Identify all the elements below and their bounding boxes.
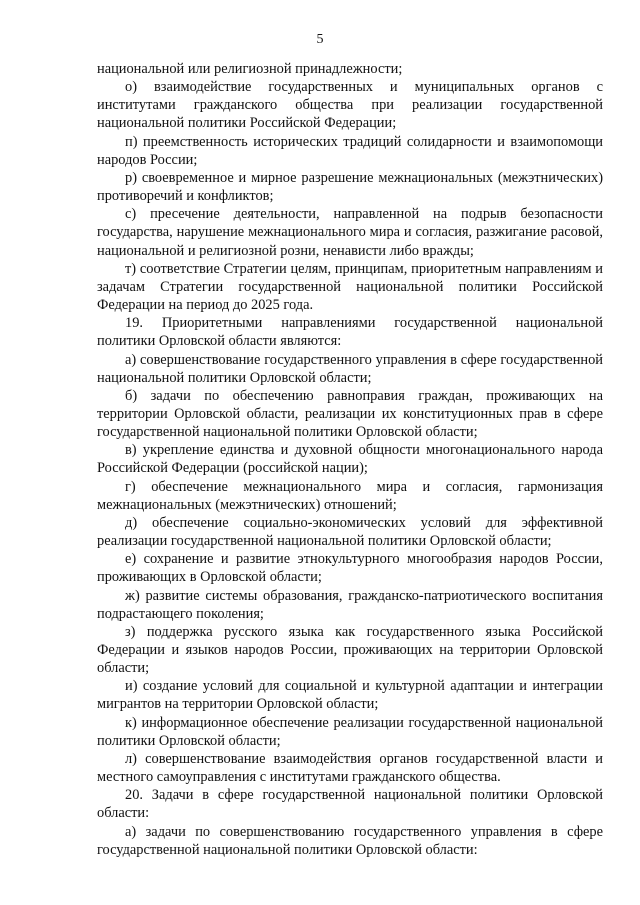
paragraph: а) задачи по совершенствованию государственного управления в сфере государственной национальной политики Орловской области: <box>97 823 603 858</box>
paragraph: в) укрепление единства и духовной общности многонационального народа Российской Федерации (российской нации); <box>97 442 603 477</box>
paragraph: ж) развитие системы образования, гражданско-патриотического воспитания подрастающего поколения; <box>97 587 603 622</box>
paragraph: л) совершенствование взаимодействия органов государственной власти и местного самоуправления с институтами гражданского общества. <box>97 750 603 786</box>
paragraph: е) сохранение и развитие этнокультурного многообразия народов России, проживающих в Орловской области; <box>97 551 603 586</box>
paragraph: т) соответствие Стратегии целям, принципам, приоритетным направлениям и задачам Стратегии государственной национальной политики Российской Федерации на период до 2025 года. <box>97 260 603 314</box>
paragraph: г) обеспечение межнационального мира и согласия, гармонизация межнациональных (межэтнических) отношений; <box>97 478 603 513</box>
paragraph: о) взаимодействие государственных и муниципальных органов с институтами гражданского общества при реализации государственной национальной политики Российской Федерации; <box>97 79 603 132</box>
paragraph: с) пресечение деятельности, направленной на подрыв безопасности государства, нарушение межнационального мира и согласия, разжигание расовой, национальной и религиозной розни, ненависти либо вражды; <box>97 206 603 259</box>
paragraph: б) задачи по обеспечению равноправия граждан, проживающих на территории Орловской области, реализации их конституционных прав в сфере государственной национальной политики Орловской области; <box>97 387 603 441</box>
paragraph: д) обеспечение социально-экономических условий для эффективной реализации государственной национальной политики Орловской области; <box>97 514 603 550</box>
paragraph: а) совершенствование государственного управления в сфере государственной национальной политики Орловской области; <box>97 351 603 386</box>
paragraph: к) информационное обеспечение реализации государственной национальной политики Орловской области; <box>97 714 603 749</box>
paragraph: 20. Задачи в сфере государственной национальной политики Орловской области: <box>97 787 603 822</box>
paragraph: и) создание условий для социальной и культурной адаптации и интеграции мигрантов на территории Орловской области; <box>97 678 603 713</box>
paragraph: р) своевременное и мирное разрешение межнациональных (межэтнических) противоречий и конфликтов; <box>97 169 603 205</box>
paragraph: 19. Приоритетными направлениями государственной национальной политики Орловской области являются: <box>97 315 603 350</box>
paragraph: п) преемственность исторических традиций солидарности и взаимопомощи народов России; <box>97 133 603 168</box>
page-number: 5 <box>316 32 324 47</box>
paragraph: национальной или религиозной принадлежности; <box>97 61 403 77</box>
paragraph: з) поддержка русского языка как государственного языка Российской Федерации и языков народов России, проживающих на территории Орловской области; <box>97 623 603 677</box>
document-body <box>97 60 603 859</box>
